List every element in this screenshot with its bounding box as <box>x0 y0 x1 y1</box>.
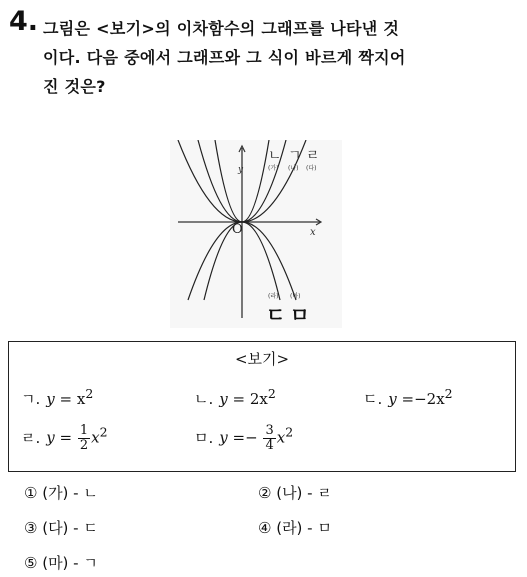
answer-choice-1[interactable]: ① (가) - ㄴ <box>24 484 98 502</box>
curve-label-ma: (마) <box>290 293 301 300</box>
curve-label-da: (다) <box>306 165 317 172</box>
item-label: ㄷ. <box>363 390 383 408</box>
expr-rest: = 2x <box>227 390 268 408</box>
curve-label-ra: (라) <box>268 293 279 300</box>
origin-label: O <box>232 222 243 237</box>
fraction-numerator: 1 <box>79 423 89 438</box>
expr-rest: =−2x <box>396 390 445 408</box>
fraction-denominator: 2 <box>79 438 89 453</box>
expr-var: x <box>91 428 100 447</box>
question-line: 진 것은? <box>43 77 106 96</box>
curve-label-na: (나) <box>288 165 299 172</box>
expr-var: y <box>219 390 228 408</box>
bogi-item <box>21 424 108 453</box>
fraction-denominator: 4 <box>265 438 274 453</box>
bogi-title: <보기> <box>234 350 290 368</box>
answer-choice-4[interactable]: ④ (라) - ㅁ <box>258 519 332 537</box>
handwritten-mark: ㅁ <box>290 303 310 327</box>
expr-eq: =− <box>227 428 263 447</box>
bogi-item <box>194 386 276 409</box>
x-axis-label: x <box>310 227 316 238</box>
bogi-box <box>8 341 516 472</box>
parabola-graph-figure <box>170 140 342 328</box>
bogi-item <box>363 386 453 409</box>
question-line: 그림은 <보기>의 이차함수의 그래프를 나타낸 것 <box>43 19 400 38</box>
expr-exp: 2 <box>85 386 94 401</box>
answer-choice-2[interactable]: ② (나) - ㄹ <box>258 484 332 502</box>
fraction <box>263 424 275 453</box>
handwritten-mark: ㄱ <box>288 148 302 164</box>
expr-eq: = <box>54 428 77 447</box>
expr-exp: 2 <box>99 424 108 440</box>
expr-var: x <box>276 428 286 447</box>
item-label: ㅁ. <box>194 428 214 447</box>
expr-var: y <box>46 428 55 447</box>
item-label: ㄱ. <box>21 390 41 408</box>
expr-exp: 2 <box>285 424 294 440</box>
fraction <box>78 424 90 453</box>
bogi-item <box>194 424 293 453</box>
item-label: ㄴ. <box>194 390 214 408</box>
expr-exp: 2 <box>444 386 453 401</box>
handwritten-mark: ㄷ <box>266 303 286 327</box>
bogi-item <box>21 386 93 409</box>
expr-var: y <box>388 390 397 408</box>
handwritten-mark: ㄹ <box>306 148 320 164</box>
expr-rest: = x <box>54 390 86 408</box>
item-label: ㄹ. <box>21 428 41 447</box>
question-number: 4. <box>9 6 39 37</box>
answer-choice-3[interactable]: ③ (다) - ㄷ <box>24 519 98 537</box>
expr-var: y <box>46 390 55 408</box>
expr-var: y <box>219 428 228 447</box>
fraction-numerator: 3 <box>265 423 274 438</box>
question-text <box>43 14 513 101</box>
y-axis-label: y <box>238 165 244 175</box>
handwritten-mark: ㄴ <box>268 148 282 164</box>
answer-choice-5[interactable]: ⑤ (마) - ㄱ <box>24 554 98 572</box>
expr-exp: 2 <box>267 386 276 401</box>
question-line: 이다. 다음 중에서 그래프와 그 식이 바르게 짝지어 <box>43 48 406 67</box>
curve-label-ga: (가) <box>268 165 279 172</box>
